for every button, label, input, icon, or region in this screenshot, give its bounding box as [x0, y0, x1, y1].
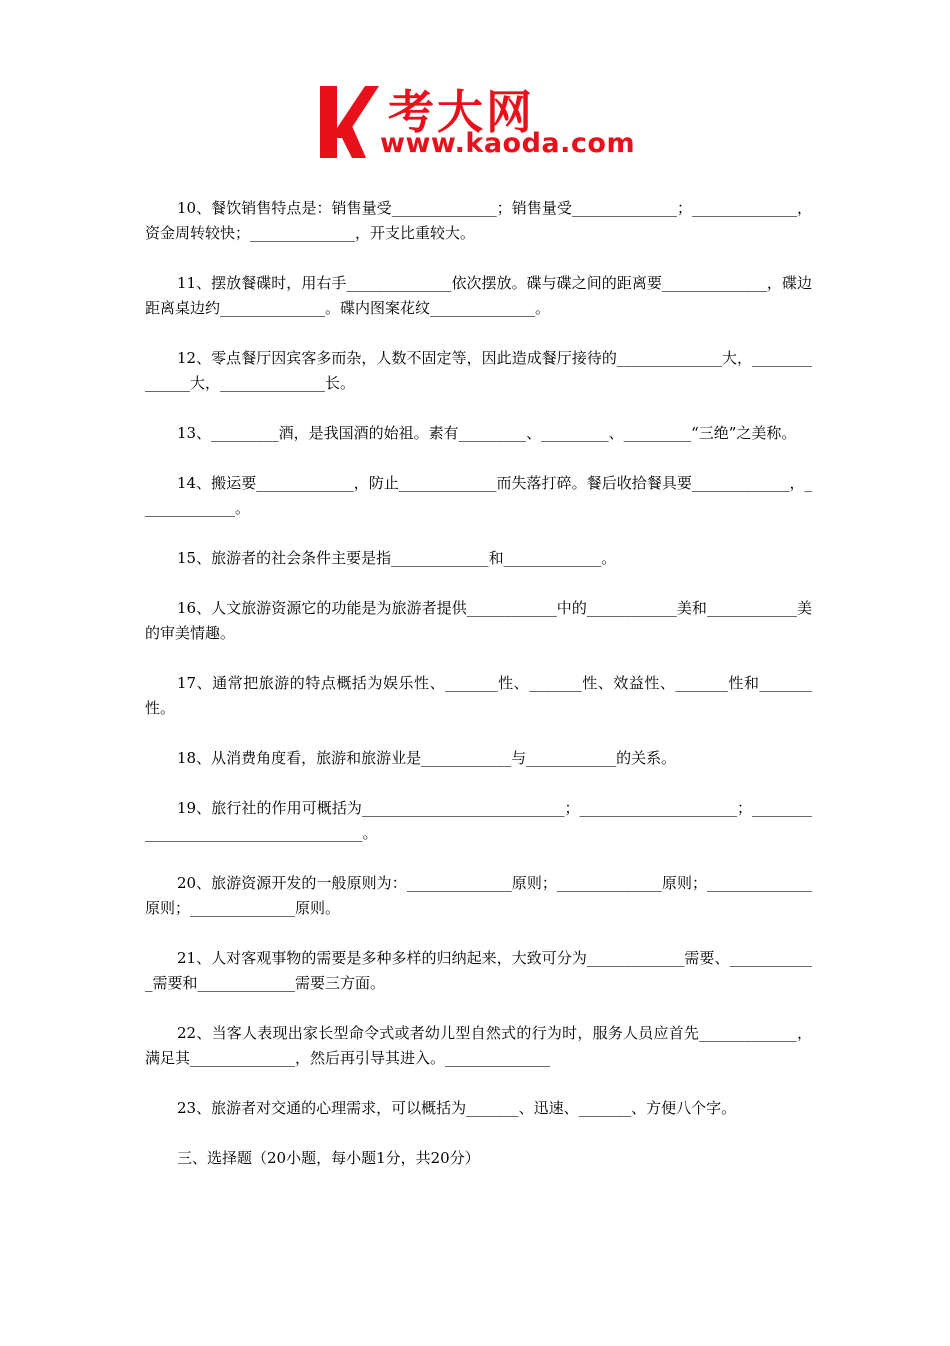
question-15: 15、旅游者的社会条件主要是指_____________和_____________。	[177, 549, 617, 567]
question-21: 21、人对客观事物的需要是多种多样的归纳起来，大致可分为_____________需要、____________需要和_____________需要三方面。	[145, 949, 812, 992]
question-14: 14、搬运要_____________，防止_____________而失落打碎。餐后收拾餐具要_____________，_____________。	[145, 474, 812, 517]
k-logo-icon	[318, 84, 380, 160]
question-13: 13、_________酒，是我国酒的始祖。素有_________、_________、_________“三绝”之美称。	[177, 424, 797, 442]
logo-site-url: www.kaoda.com	[380, 128, 636, 159]
question-12: 12、零点餐厅因宾客多而杂，人数不固定等，因此造成餐厅接待的______________大，______________大，______________长。	[145, 349, 812, 392]
kaoda-logo	[318, 78, 640, 164]
question-22: 22、当客人表现出家长型命令式或者幼儿型自然式的行为时，服务人员应首先_____________，满足其______________，然后再引导其进入。______________	[145, 1024, 812, 1067]
question-10: 10、餐饮销售特点是：销售量受______________；销售量受______________；______________，资金周转较快；______________，开支比重较大。	[145, 199, 812, 242]
question-23: 23、旅游者对交通的心理需求，可以概括为_______、迅速、_______、方便八个字。	[177, 1099, 737, 1117]
question-11: 11、摆放餐碟时，用右手______________依次摆放。碟与碟之间的距离要______________，碟边距离桌边约______________。碟内图案花纹______________。	[145, 274, 812, 317]
question-18: 18、从消费角度看，旅游和旅游业是____________与____________的关系。	[177, 749, 677, 767]
section-heading-multiple-choice: 三、选择题（20小题，每小题1分，共20分）	[177, 1149, 480, 1167]
logo-site-name: 考大网	[388, 85, 535, 139]
question-16: 16、人文旅游资源它的功能是为旅游者提供____________中的____________美和____________美的审美情趣。	[145, 599, 812, 642]
question-17: 17、通常把旅游的特点概括为娱乐性、_______性、_______性、效益性、_______性和_______性。	[145, 674, 812, 717]
question-20: 20、旅游资源开发的一般原则为：______________原则；______________原则；______________原则；______________原则。	[145, 874, 812, 917]
question-19: 19、旅行社的作用可概括为___________________________；_____________________；_____________________________________。	[145, 799, 812, 842]
document-body	[145, 196, 812, 1171]
